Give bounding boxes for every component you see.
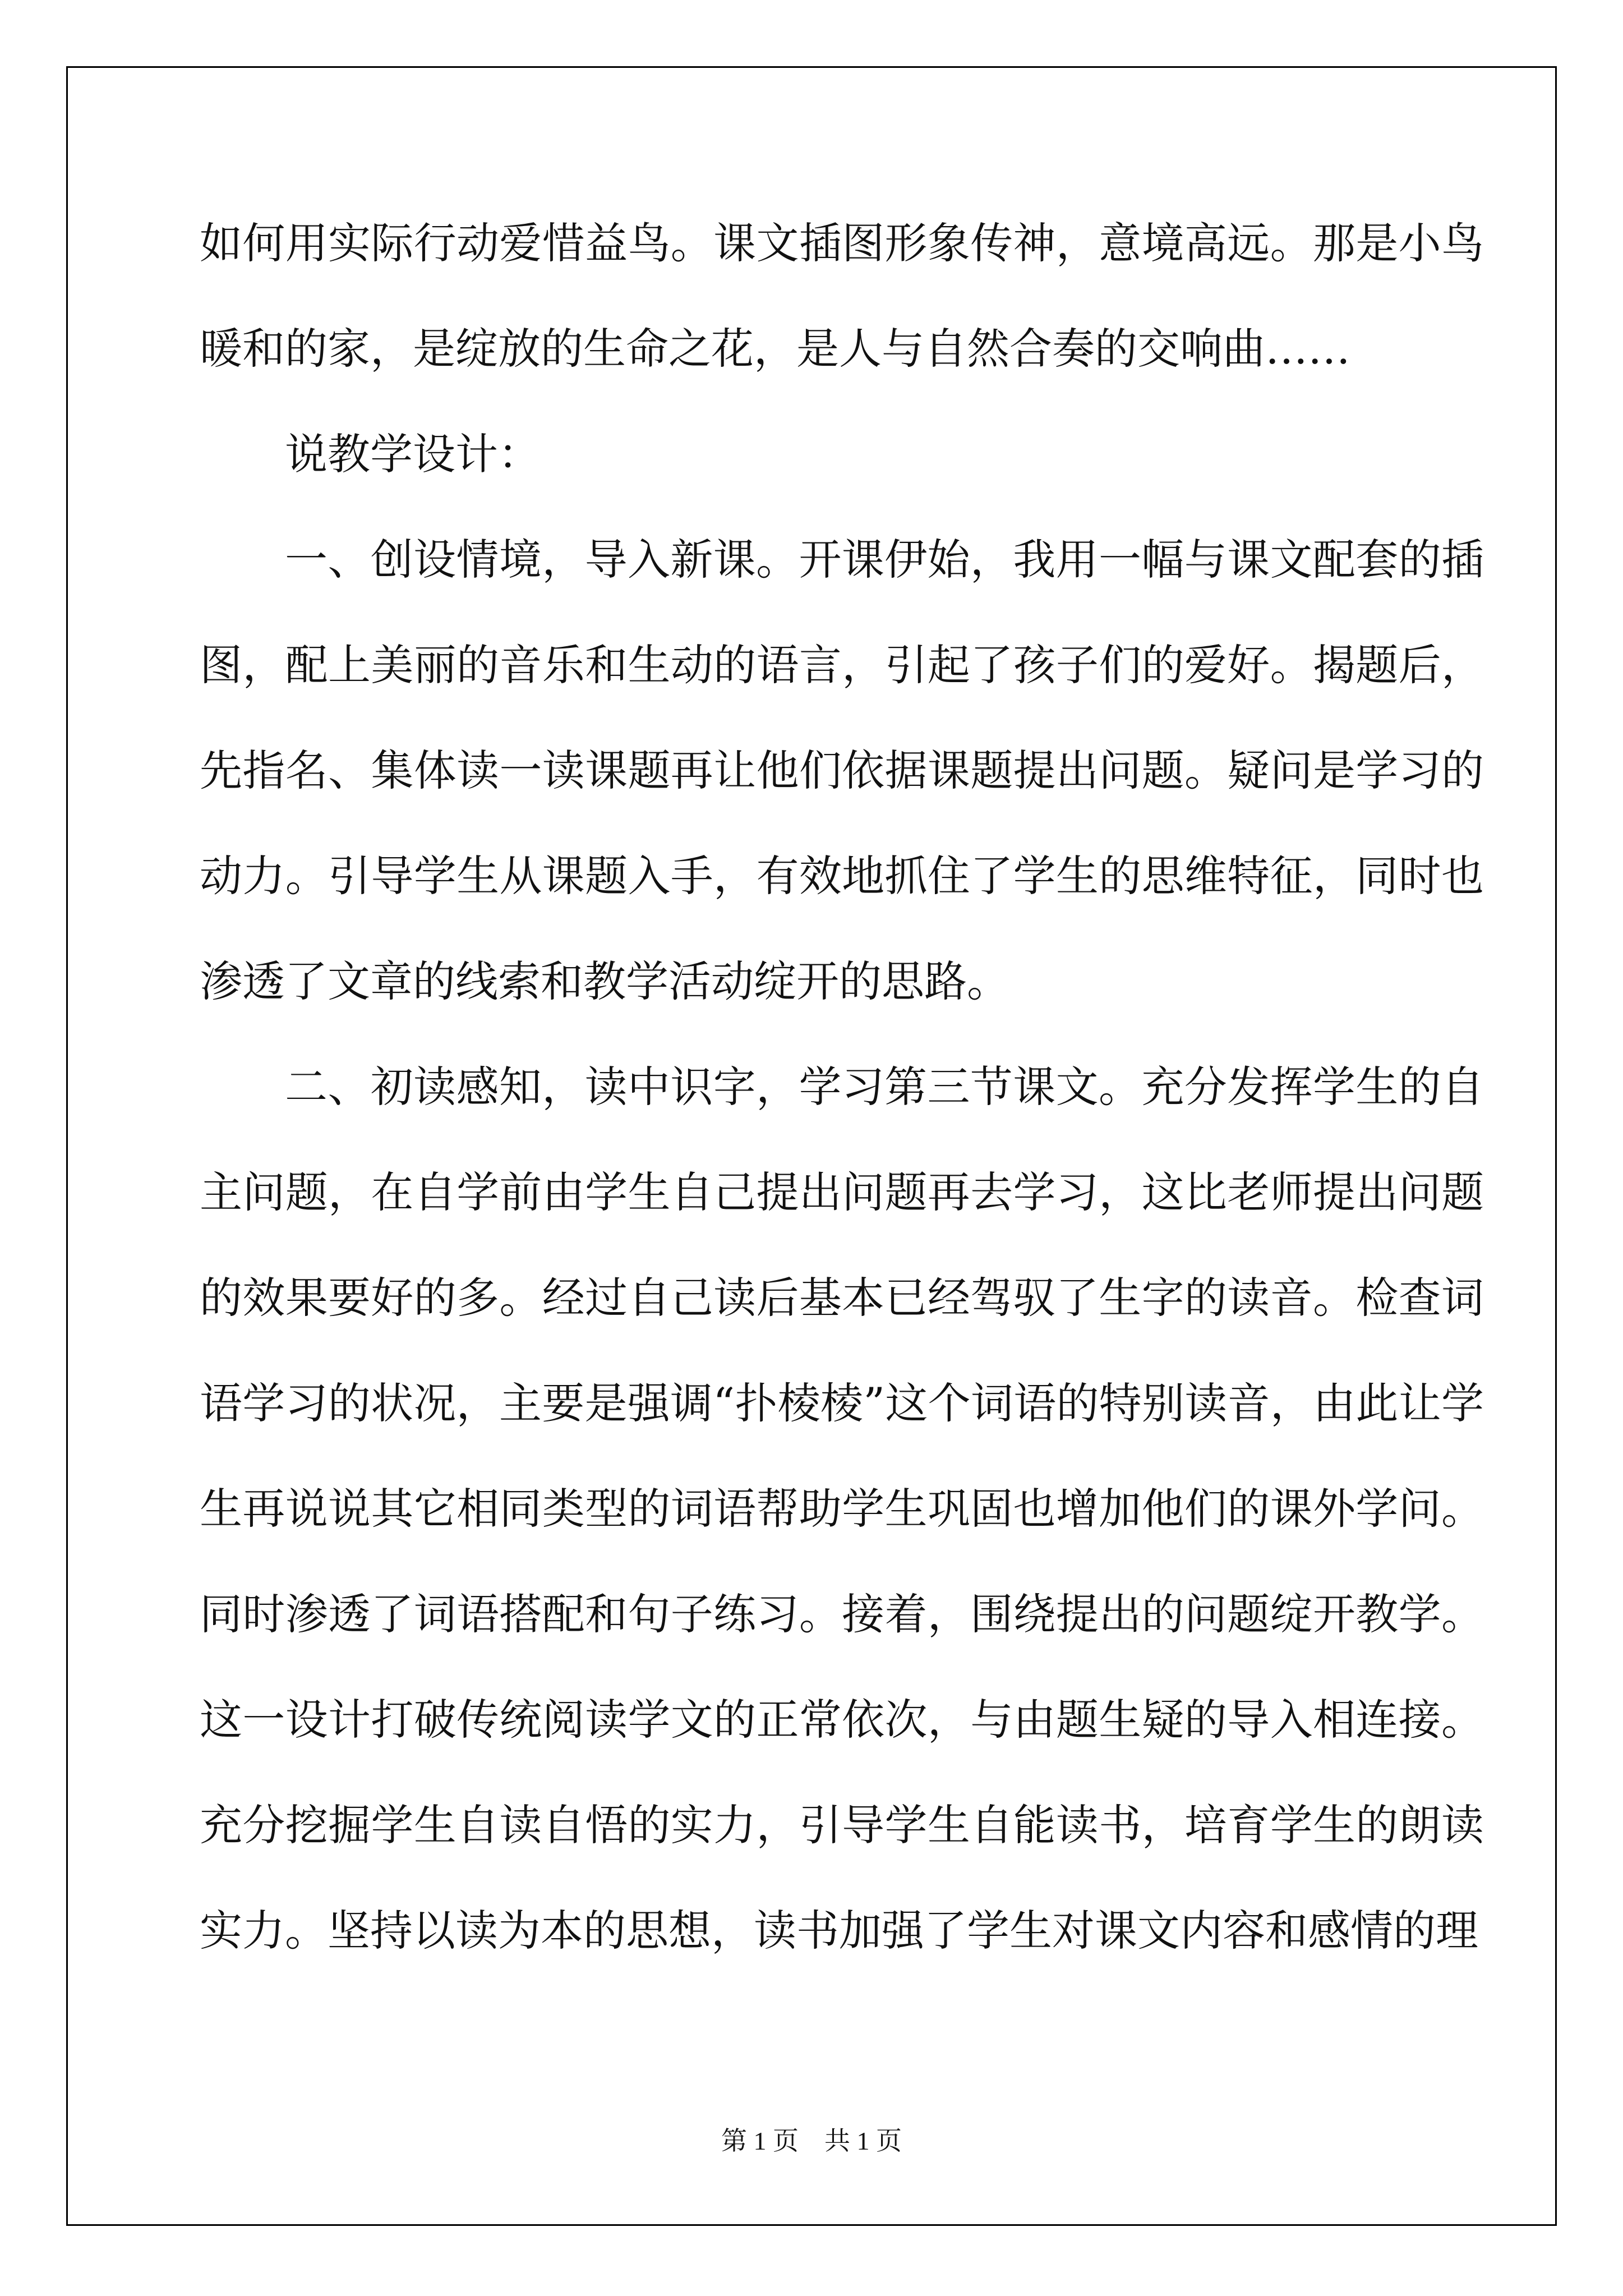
- paragraph-4: 二、初读感知，读中识字，学习第三节课文。充分发挥学生的自主问题，在自学前由学生自己提出问题再去学习，这比老师提出问题的效果要好的多。经过自己读后基本已经驾驭了生字的读音。检查词语学习的状况，主要是强调“扑棱棱”这个词语的特别读音，由此让学生再说说其它相同类型的词语帮助学生巩固也增加他们的课外学问。同时渗透了词语搭配和句子练习。接着，围绕提出的问题绽开教学。这一设计打破传统阅读学文的正常依次，与由题生疑的导入相连接。充分挖掘学生自读自悟的实力，引导学生自能读书，培育学生的朗读实力。坚持以读为本的思想，读书加强了学生对课文内容和感情的理: [200, 1062, 1484, 1955]
- page-number-footer: 第 1 页 共 1 页: [721, 2127, 902, 2155]
- paragraph-3: 一、创设情境，导入新课。开课伊始，我用一幅与课文配套的插图，配上美丽的音乐和生动的语言，引起了孩子们的爱好。揭题后，先指名、集体读一读课题再让他们依据课题提出问题。疑问是学习的动力。引导学生从课题入手，有效地抓住了学生的思维特征，同时也渗透了文章的线索和教学活动绽开的思路。: [200, 535, 1484, 1006]
- paragraph-2: 说教学设计：: [285, 429, 541, 479]
- document-body: [200, 191, 1484, 1984]
- paragraph-1: 如何用实际行动爱惜益鸟。课文插图形象传神，意境高远。那是小鸟暖和的家，是绽放的生命之花，是人与自然合奏的交响曲……: [200, 218, 1484, 374]
